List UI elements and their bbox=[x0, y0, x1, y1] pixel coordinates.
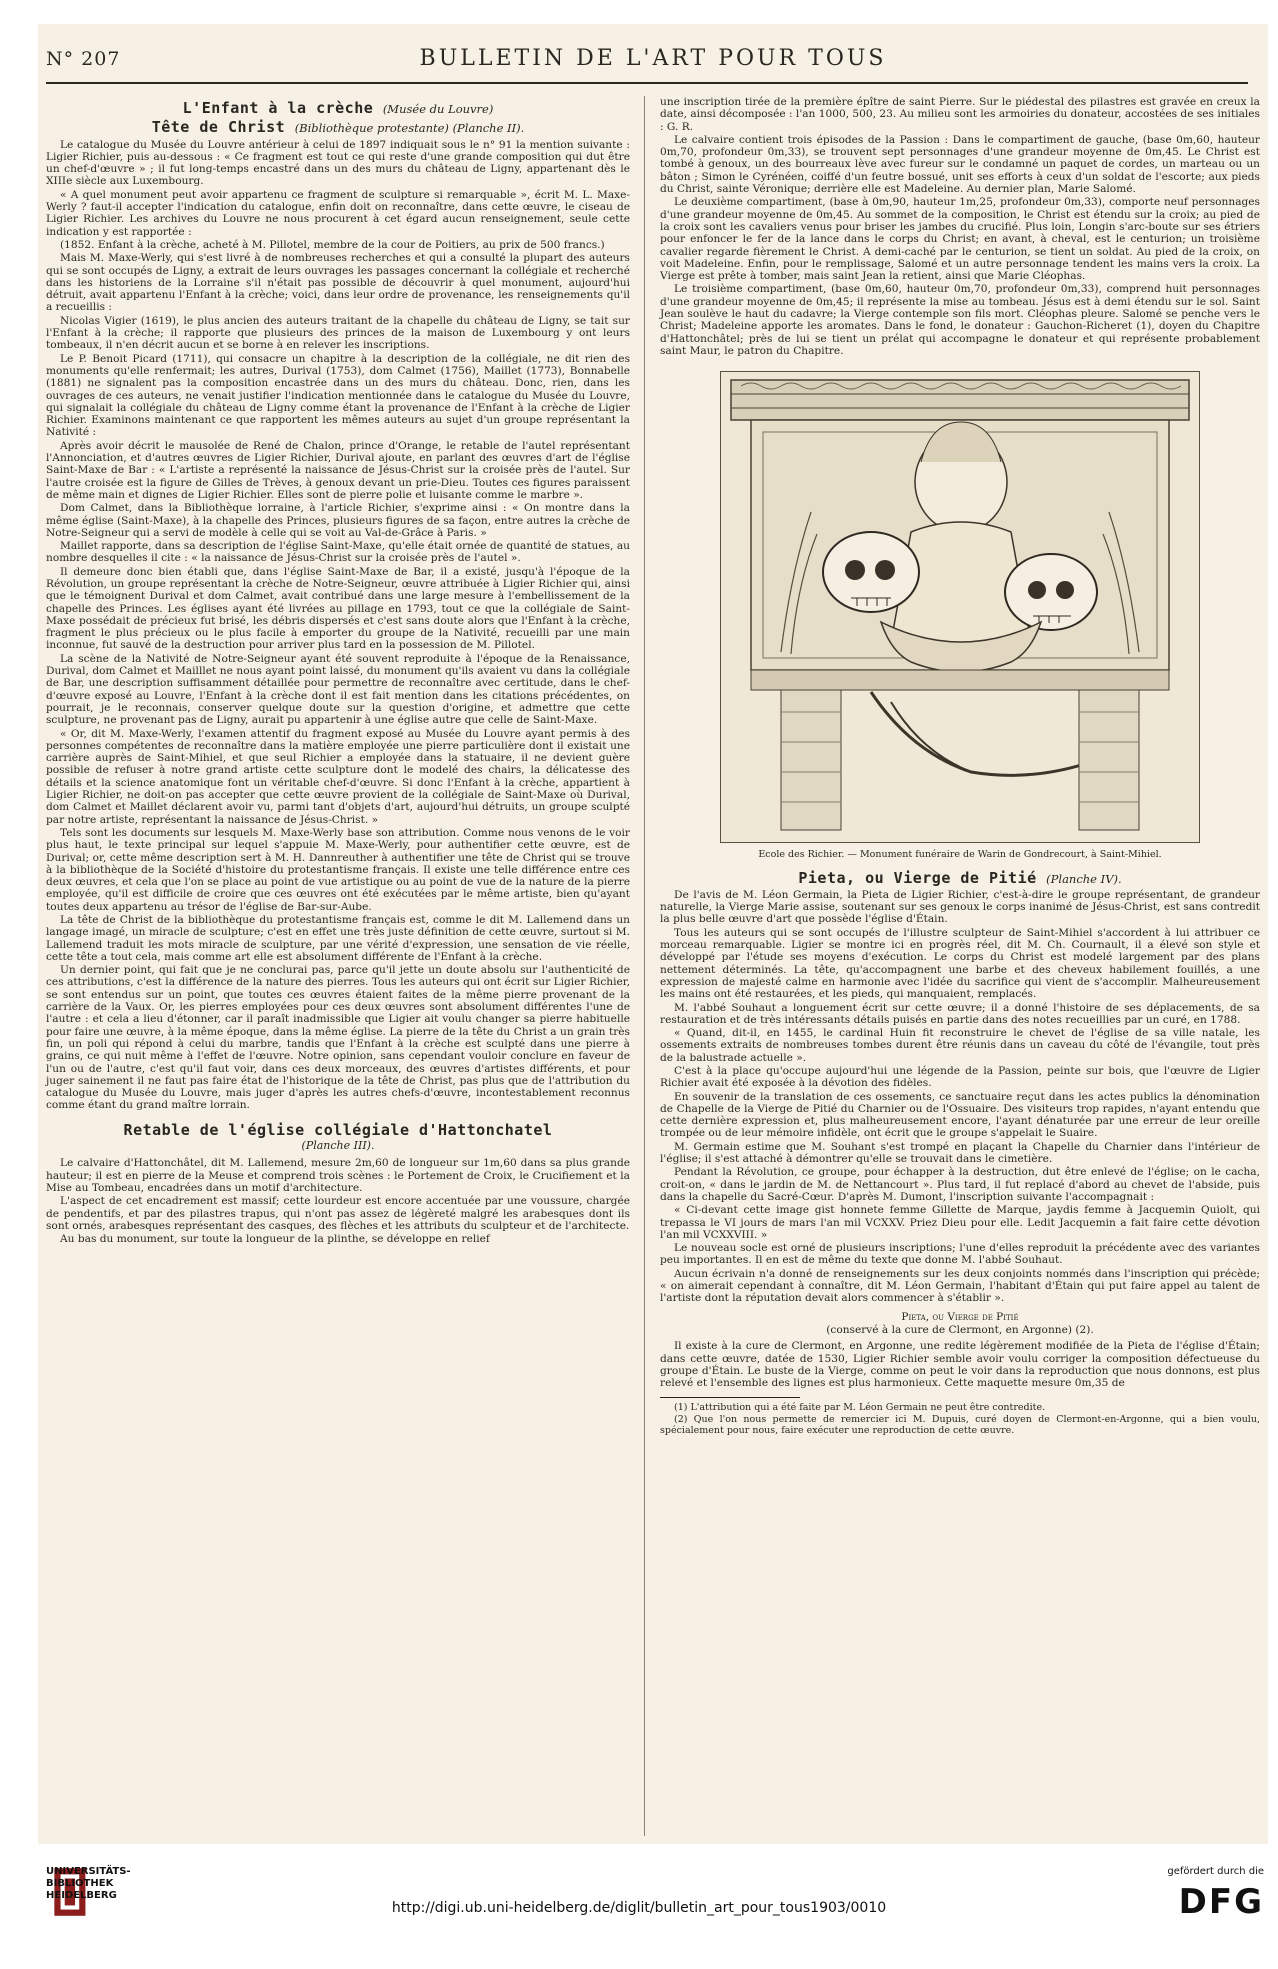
paragraph: « Ci-devant cette image gist honnete femme Gillette de Marque, jaydis femme à Jacquemin Quiolt, qui trepassa le VI jours de mars l'an mil VCXXV. Priez Dieu pour elle. Ledit Jacquemin a fait faire cette dévotion l'an mil VCXXVIII. » bbox=[660, 1204, 1260, 1241]
paragraph: Il existe à la cure de Clermont, en Argonne, une redite légèrement modifiée de la Pieta de l'église d'Étain; dans cette œuvre, datée de 1530, Ligier Richier semble avoir voulu corriger la composition défectueuse du groupe d'Étain. Le buste de la Vierge, comme on peut le voir dans la reproduction que nous donnons, est plus relevé et l'ensemble des lignes est plus harmonieux. Cette maquette mesure 0m,35 de bbox=[660, 1340, 1260, 1390]
paragraph: Nicolas Vigier (1619), le plus ancien des auteurs traitant de la chapelle du château de Ligny, se tait sur l'Enfant à la crèche; il rapporte que plusieurs des princes de la maison de Luxembourg y ont leurs tombeaux, il n'en décrit aucun et se borne à en relever les inscriptions. bbox=[46, 314, 630, 352]
funding-label: gefördert durch die bbox=[1167, 1866, 1264, 1877]
paragraph: Après avoir décrit le mausolée de René de Chalon, prince d'Orange, le retable de l'autel représentant l'Annonciation, et d'autres œuvres de Ligier Richier, Durival ajoute, en parlant des œuvres d'art de l'église Saint-Maxe de Bar : « L'artiste a représenté la naissance de Jésus-Christ sur la croisée près de l'autel. Sur l'autre croisée est la figure de Gilles de Trèves, à genoux devant un prie-Dieu. Toutes ces figures paraissent de même main et dignes de Ligier Richier. Elles sont de pierre polie et luisante comme le marbre ». bbox=[46, 439, 630, 501]
library-name: UNIVERSITÄTS- BIBLIOTHEK HEIDELBERG bbox=[46, 1866, 131, 1901]
paragraph: (1852. Enfant à la crèche, acheté à M. Pillotel, membre de la cour de Poitiers, au prix de 500 francs.) bbox=[60, 238, 605, 251]
column-divider bbox=[644, 96, 645, 1836]
planche-note: (Planche III). bbox=[301, 1139, 375, 1153]
paragraph: Maillet rapporte, dans sa description de l'église Saint-Maxe, qu'elle était ornée de quantité de statues, au nombre desquelles il cite : « la naissance de Jésus-Christ sur la croisée près de l'autel ». bbox=[46, 540, 630, 565]
paragraph: « A quel monument peut avoir appartenu ce fragment de sculpture si remarquable », écrit M. L. Maxe-Werly ? faut-il accepter l'indication du catalogue, enfin doit on reconnaître, dans cette œuvre, le ciseau de Ligier Richier. Les archives du Louvre ne nous procurent à cet égard aucun renseignement, seule cette indication y est rapportée : bbox=[46, 188, 630, 238]
paragraph: Le troisième compartiment, (base 0m,60, hauteur 0m,70, profondeur 0m,33), comprend huit personnages d'une grandeur moyenne de 0m,45; il représente la mise au tombeau. Jésus est à demi étendu sur le sol. Saint Jean soulève le haut du cadavre; la Vierge contemple son fils mort. Cléophas pleure. Salomé se penche vers le Christ; Madeleine apporte les aromates. Dans le fond, le donateur : Gauchon-Richeret (1), doyen du Chapitre d'Hattonchâtel; près de lui se tient un prélat qui accompagne le donateur et qui représente probablement saint Maur, le patron du Chapitre. bbox=[660, 283, 1260, 357]
page-number: N° 207 bbox=[46, 48, 121, 70]
paragraph: C'est à la place qu'occupe aujourd'hui une légende de la Passion, peinte sur bois, que l'œuvre de Ligier Richier avait été exposée à la dévotion des fidèles. bbox=[660, 1064, 1260, 1090]
paragraph: La scène de la Nativité de Notre-Seigneur ayant été souvent reproduite à l'époque de la Renaissance, Durival, dom Calmet et Mailllet ne nous ayant point laissé, du monument qu'ils avaient vu dans la collégiale de Bar, une description suffisamment détaillée pour permettre de reconnaître avec certitude, dans le chef-d'œuvre exposé au Louvre, l'Enfant à la crèche dont il est fait mention dans les citations précédentes, on pourrait, je le reconnais, conserver quelque doute sur la question d'origine, et admettre que cette sculpture, ne provenant pas de Ligny, aurait pu appartenir à une église autre que celle de Saint-Maxe. bbox=[46, 652, 630, 727]
paragraph: La tête de Christ de la bibliothèque du protestantisme français est, comme le dit M. Lallemend dans un langage imagé, un miracle de sculpture; c'est en effet une très juste définition de cette œuvre, surtout si M. Lallemend traduit les mots miracle de sculpture, par une vérité d'expression, une sensation de vie réelle, cette tête a tout cela, mais comme art elle est absolument différente de l'Enfant à la crèche. bbox=[46, 914, 630, 963]
paragraph: Dom Calmet, dans la Bibliothèque lorraine, à l'article Richier, s'exprime ainsi : « On montre dans la même église (Saint-Maxe), à la chapelle des Princes, plusieurs figures de sa façon, entre autres la crèche de Notre-Seigneur qui a servi de modèle à celle qui se voit au Val-de-Grâce à Paris. » bbox=[46, 502, 630, 539]
paragraph: Le calvaire d'Hattonchâtel, dit M. Lallemend, mesure 2m,60 de longueur sur 1m,60 dans sa plus grande hauteur; il est en pierre de la Meuse et comprend trois scènes : le Portement de Croix, le Crucifiement et la Mise au Tombeau, encadrées dans un motif d'architecture. bbox=[46, 1157, 630, 1194]
left-body bbox=[46, 139, 630, 1112]
running-header bbox=[38, 42, 1268, 78]
header-rule bbox=[46, 82, 1248, 84]
paragraph: Un dernier point, qui fait que je ne conclurai pas, parce qu'il jette un doute absolu sur l'authenticité de ces attributions, c'est la différence de la nature des pierres. Tous les auteurs qui ont écrit sur Ligier Richier, se sont entendus sur un point, que toutes ces œuvres étaient faites de la même pierre provenant de la carrière de la Vaux. Or, les pierres employées pour ces deux œuvres sont absolument différentes l'une de l'autre : et cela a lieu d'étonner, car il paraît inadmissible que Ligier ait voulu changer sa pierre habituelle pour faire une œuvre, à la même époque, dans la même église. La pierre de la tête du Christ a un grain très fin, un poli qui répond à celui du marbre, tandis que l'Enfant à la crèche est sculpté dans une pierre à grains, ce qui nuit même à l'effet de l'œuvre. Notre opinion, sans cependant vouloir conclure en faveur de l'un ou de l'autre, c'est qu'il faut voir, dans ces deux morceaux, des œuvres d'artistes différents, et pour juger sainement il ne faut pas faire état de l'historique de la tête de Christ, pas plus que de l'attribution du catalogue du Musée du Louvre, mais juger d'après les autres chefs-d'œuvre, incontestablement reconnus comme étant du grand maître lorrain. bbox=[46, 964, 630, 1112]
paragraph: Pendant la Révolution, ce groupe, pour échapper à la destruction, dut être enlevé de l'église; on le cacha, croit-on, « dans le jardin de M. de Nettancourt ». Plus tard, il fut replacé d'abord au chevet de l'abside, puis dans la chapelle du Sacré-Cœur. D'après M. Dumont, l'inscription suivante l'accompagnait : bbox=[660, 1166, 1260, 1203]
paragraph: « Or, dit M. Maxe-Werly, l'examen attentif du fragment exposé au Musée du Louvre ayant permis à des personnes compétentes de reconnaître dans la matière employée une pierre particulière dont il existait une carrière auprès de Saint-Mihiel, et que seul Richier a employée dans la statuaire, il ne devient guère possible de refuser à notre grand artiste cette sculpture dont le modelé des chairs, la délicatesse des détails et la science anatomique font un véritable chef-d'œuvre. Si donc l'Enfant à la crèche, appartient à Ligier Richier, ne doit-on pas accepter que cette œuvre provient de la collégiale de Saint-Maxe où Durival, dom Calmet et Maillet déclarent avoir vu, parmi tant d'objets d'art, aujourd'hui détruits, un groupe sculpté par notre artiste, représentant la naissance de Jésus-Christ. » bbox=[46, 727, 630, 826]
section-heading-retable: Retable de l'église collégiale d'Hattonchatel bbox=[123, 1120, 553, 1139]
paragraph: Le calvaire contient trois épisodes de la Passion : Dans le compartiment de gauche, (base 0m,60, hauteur 0m,70, profondeur 0m,33), se trouvent sept personnages d'une grandeur moyenne de 0m,45. Le Christ est tombé à genoux, un des bourreaux lève avec fureur sur le condamné un paquet de cordes, un marteau ou un bâton ; Simon le Cyrénéen, coiffé d'un feutre bossué, unit ses efforts à ceux d'un soldat de l'escorte; aux pieds du Christ, sainte Véronique; derrière elle est Madeleine. Au dernier plan, Marie Salomé. bbox=[660, 133, 1260, 196]
paragraph: M. l'abbé Souhaut a longuement écrit sur cette œuvre; il a donné l'histoire de ses déplacements, de sa restauration et de très intéressants détails puisés en partie dans des notes recueillies par un curé, en 1788. bbox=[660, 1001, 1260, 1026]
section-heading-pieta: Pieta, ou Vierge de Pitié (Planche IV). bbox=[798, 868, 1122, 887]
paragraph: Le nouveau socle est orné de plusieurs inscriptions; l'une d'elles reproduit la précédente avec des variantes peu importantes. Il en est de même du texte que donne M. l'abbé Souhaut. bbox=[660, 1242, 1260, 1267]
illustration-drawing bbox=[721, 372, 1199, 842]
permalink-url[interactable]: http://digi.ub.uni-heidelberg.de/diglit/bulletin_art_pour_tous1903/0010 bbox=[391, 1900, 887, 1916]
paragraph: Mais M. Maxe-Werly, qui s'est livré à de nombreuses recherches et qui a consulté la plupart des auteurs qui se sont occupés de Ligny, a extrait de leurs ouvrages les passages concernant la collégiale et recherché dans les historiens de la Lorraine s'il n'était pas possible de découvrir à quel monument, aujourd'hui détruit, avait appartenu l'Enfant à la crèche; voici, dans leur ordre de provenance, les renseignements qu'il a recueillis : bbox=[46, 252, 630, 314]
right-column bbox=[660, 96, 1260, 1437]
footnote-rule bbox=[660, 1397, 800, 1398]
paragraph: De l'avis de M. Léon Germain, la Pieta de Ligier Richier, c'est-à-dire le groupe représentant, de grandeur naturelle, la Vierge Marie assise, soutenant sur ses genoux le corps inanimé de Jésus-Christ, est sans contredit la plus belle œuvre d'art que possède l'église d'Étain. bbox=[660, 888, 1260, 926]
subsection-title: Pieta, ou Vierge de Pitié bbox=[901, 1310, 1019, 1323]
figure-caption: Ecole des Richier. — Monument funéraire de Warin de Gondrecourt, à Saint-Mihiel. bbox=[758, 849, 1162, 861]
footnote: (2) Que l'on nous permette de remercier ici M. Dupuis, curé doyen de Clermont-en-Argonne, qui a bien voulu, spécialement pour nous, faire exécuter une reproduction de cette œuvre. bbox=[660, 1414, 1260, 1437]
paragraph: Tous les auteurs qui se sont occupés de l'illustre sculpteur de Saint-Mihiel s'accordent à lui attribuer ce morceau remarquable. Ligier se montre ici en progrès réel, dit M. Ch. Cournault, il a élevé son style et développé par l'étude ses moyens d'exécution. Le corps du Christ est modelé largement par des plans nettement déterminés. La tête, qu'accompagnent une barbe et des cheveux habilement fouillés, a une expression de majesté calme en harmonie avec l'idée du sacrifice qui vient de s'accomplir. Malheureusement les mains ont été restaurées, et les pieds, qui manquaient, remplacés. bbox=[660, 926, 1260, 1001]
dfg-logo: DFG bbox=[1178, 1882, 1264, 1922]
subsection-subtitle: (conservé à la cure de Clermont, en Argonne) (2). bbox=[826, 1323, 1094, 1336]
left-column bbox=[46, 96, 630, 1246]
digitization-footer bbox=[0, 1856, 1278, 1969]
paragraph: Tels sont les documents sur lesquels M. Maxe-Werly base son attribution. Comme nous venons de le voir plus haut, le texte principal sur lequel s'appuie M. Maxe-Werly, pour authentifier cette œuvre, est de Durival; or, cette même description sert à M. H. Dannreuther à authentifier une tête de Christ qui se trouve à la bibliothèque de la Société d'histoire du protestantisme français. Il existe une telle différence entre ces deux œuvres, et cela que l'on se place au point de vue artistique ou au point de vue de la nature de la pierre employée, qu'il est difficile de croire que ces œuvres ont été exécutées par le même artiste, bien qu'ayant toutes deux appartenu au trésor de l'église de Bar-sur-Aube. bbox=[46, 826, 630, 913]
paragraph: Il demeure donc bien établi que, dans l'église Saint-Maxe de Bar, il a existé, jusqu'à l'époque de la Révolution, un groupe représentant la crèche de Notre-Seigneur, œuvre attribuée à Ligier Richier qui, ainsi que le témoignent Durival et dom Calmet, avait contribué dans une large mesure à l'embellissement de la chapelle des Princes. Les églises ayant été livrées au pillage en 1793, tout ce que la collégiale de Saint-Maxe possédait de précieux fut brisé, les débris dispersés et c'est sans doute alors que l'Enfant à la crèche, fragment le plus précieux ou le plus facile à emporter du groupe de la Nativité, recueilli par une main inconnue, fut sauvé de la destruction pour arriver plus tard en la possession de M. Pillotel. bbox=[46, 565, 630, 652]
paragraph: Le catalogue du Musée du Louvre antérieur à celui de 1897 indiquait sous le n° 91 la mention suivante : Ligier Richier, puis au-dessous : « Ce fragment est tout ce qui reste d'une grande composition qui dut être un chef-d'œuvre » ; il fut long-temps encastré dans un des murs du château de Ligny, appartenant dès le XIIIe siècle aux Luxembourg. bbox=[46, 138, 630, 188]
journal-title: BULLETIN DE L'ART POUR TOUS bbox=[419, 46, 887, 71]
paragraph: une inscription tirée de la première épître de saint Pierre. Sur le piédestal des pilastres est gravée en creux la date, ainsi décomposée : l'an 1000, 500, 23. Au milieu sont les armoiries du donateur, accostées de ses initiales : G. R. bbox=[660, 96, 1260, 133]
paragraph: L'aspect de cet encadrement est massif; cette lourdeur est encore accentuée par une voussure, chargée de pendentifs, et par des pilastres trapus, qui n'ont pas assez de légèreté malgré les arabesques dont ils sont ornés, arabesques représentant des casques, des flèches et les attributs du sculpteur et de l'architecte. bbox=[46, 1195, 630, 1232]
footnote: (1) L'attribution qui a été faite par M. Léon Germain ne peut être contredite. bbox=[674, 1402, 1046, 1414]
paragraph: Au bas du monument, sur toute la longueur de la plinthe, se développe en relief bbox=[60, 1233, 490, 1246]
section-heading-tete: Tête de Christ (Bibliothèque protestante) (Planche II). bbox=[151, 118, 525, 137]
funerary-monument-illustration bbox=[720, 371, 1200, 843]
paragraph: Le P. Benoit Picard (1711), qui consacre un chapitre à la description de la collégiale, ne dit rien des monuments qu'elle renfermait; les autres, Durival (1753), dom Calmet (1756), Maillet (1773), Bonnabelle (1881) ne signalent pas la composition encastrée dans un des murs du château. Donc, rien, dans les ouvrages de ces auteurs, ne venait justifier l'indication mentionnée dans le catalogue du Musée du Louvre, qui signalait la collégiale du château de Ligny comme étant la provenance de l'Enfant à la crèche de Ligier Richier. Examinons maintenant ce que rapportent les mêmes auteurs au sujet d'un groupe représentant la Nativité : bbox=[46, 352, 630, 439]
paragraph: « Quand, dit-il, en 1455, le cardinal Huin fit reconstruire le chevet de l'église de sa ville natale, les ossements extraits de nombreuses tombes durent être réunis dans un caveau du côté de l'évangile, tout près de la balustrade actuelle ». bbox=[660, 1027, 1260, 1064]
paragraph: M. Germain estime que M. Souhant s'est trompé en plaçant la Chapelle du Charnier dans l'intérieur de l'église; il s'est attaché à démontrer qu'elle se trouvait dans le cimetière. bbox=[660, 1140, 1260, 1166]
section-heading-enfant: L'Enfant à la crèche (Musée du Louvre) bbox=[182, 99, 494, 117]
paragraph: En souvenir de la translation de ces ossements, ce sanctuaire reçut dans les actes publics la dénomination de Chapelle de la Vierge de Pitié du Charnier ou de l'Ossuaire. Des visiteurs trop rapides, n'ayant entendu que cette dernière expression et, plus malheureusement encore, l'ayant dénaturée par une erreur de leur oreille trompée ou de leur mémoire infidèle, ont écrit que le groupe s'appelait le Suaire. bbox=[660, 1090, 1260, 1140]
page-scan bbox=[38, 24, 1268, 1844]
paragraph: Le deuxième compartiment, (base à 0m,90, hauteur 1m,25, profondeur 0m,33), comporte neuf personnages d'une grandeur moyenne de 0m,45. Au sommet de la composition, le Christ est étendu sur la croix; au pied de la croix sont les cavaliers venus pour briser les jambes du crucifié. Plus loin, Longin s'arc-boute sur ses étriers pour enfoncer le fer de la lance dans le corps du Christ; en avant, à cheval, est le centurion; un troisième cavalier regarde fièrement le Christ. A demi-caché par le centurion, se tient un soldat. Au pied de la croix, on voit Madeleine. Enfin, pour le remplissage, Salomé et un autre personnage tendent les mains vers la croix. La Vierge est prête à tomber, mais saint Jean la retient, ainsi que Marie Cléophas. bbox=[660, 196, 1260, 283]
paragraph: Aucun écrivain n'a donné de renseignements sur les deux conjoints nommés dans l'inscription qui précède; « on aimerait cependant à connaître, dit M. Léon Germain, l'habitant d'Étain qui put faire appel au talent de l'artiste dont la réputation devait alors commencer à s'établir ». bbox=[660, 1267, 1260, 1305]
